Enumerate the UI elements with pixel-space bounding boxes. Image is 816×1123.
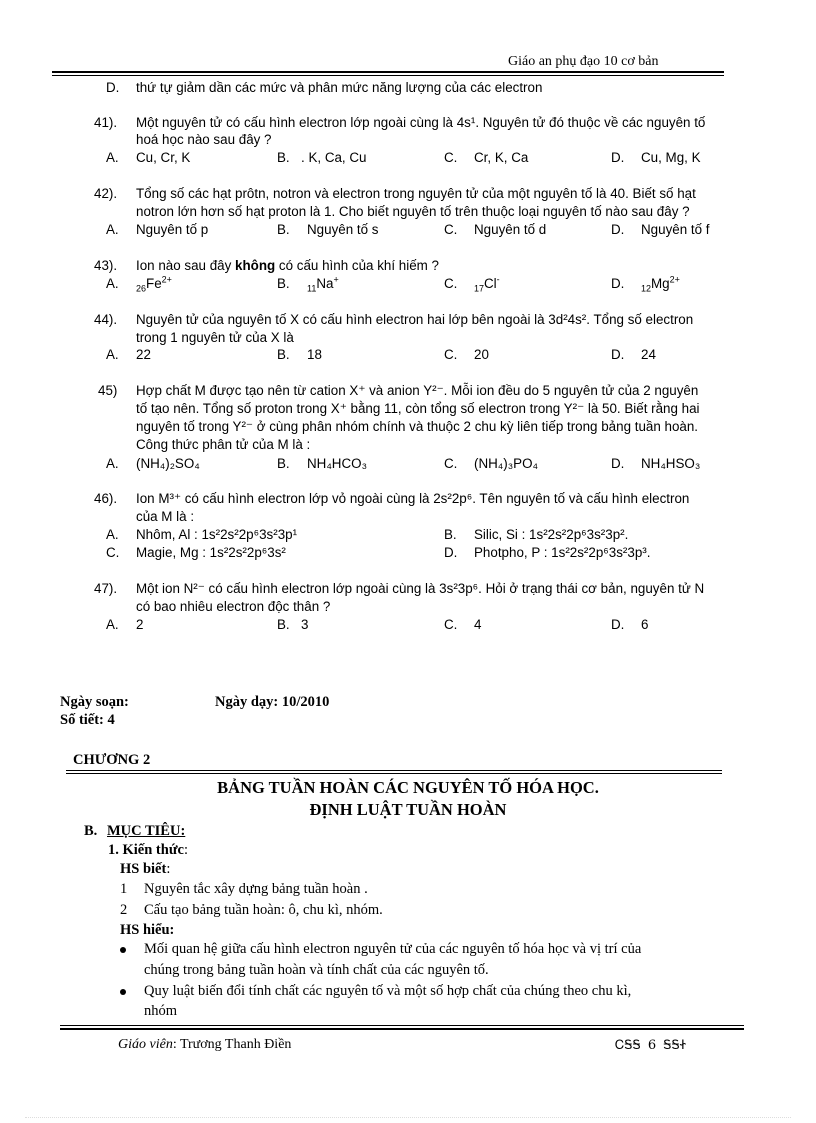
hieu-item-1-line2: chúng trong bảng tuần hoàn và tính chất của các nguyên tố. bbox=[144, 962, 489, 978]
option-d: D. $_{12}Mg^{2+}$ bbox=[611, 274, 680, 294]
chapter-rule-thin bbox=[66, 770, 722, 771]
page-number: 6 bbox=[647, 1038, 657, 1053]
option-b: B. 3 bbox=[277, 617, 309, 632]
bullet-icon bbox=[120, 989, 126, 995]
question-text-line: nguyên tố trong Y²⁻ ở cùng phân nhóm chính và thuộc 2 chu kỳ liên tiếp trong bảng tuần hoàn. bbox=[136, 419, 699, 434]
option-text: thứ tự giảm dần các mức và phân mức năng lượng của các electron bbox=[136, 80, 543, 95]
section-heading: MỤC TIÊU: bbox=[107, 823, 186, 839]
question-number: 46). bbox=[94, 491, 118, 506]
biet-item-1: 1 Nguyên tắc xây dựng bảng tuần hoàn . bbox=[120, 881, 368, 897]
bullet-icon bbox=[120, 947, 126, 953]
ornament-left-icon: ᏟᎦᎦ bbox=[615, 1038, 641, 1053]
option-d: D. Nguyên tố f bbox=[611, 222, 710, 237]
question-text-line: Công thức phân tử của M là : bbox=[136, 437, 311, 452]
hieu-item-2-line2: nhóm bbox=[144, 1003, 178, 1019]
so-tiet: Số tiết: 4 bbox=[60, 712, 115, 728]
question-number: 43). bbox=[94, 258, 118, 273]
option-d: D. 24 bbox=[611, 347, 656, 362]
option-b: B. Silic, Si : 1s²2s²2p⁶3s²3p². bbox=[444, 527, 629, 542]
question-number: 47). bbox=[94, 581, 118, 596]
question-text-line: Ion M³⁺ có cấu hình electron lớp vỏ ngoài cùng là 2s²2p⁶. Tên nguyên tố và cấu hình electron bbox=[136, 491, 690, 506]
option-letter: D. bbox=[106, 80, 120, 95]
chapter-label: CHƯƠNG 2 bbox=[73, 752, 151, 768]
section-letter: B. bbox=[84, 823, 98, 839]
option-a: A. Nhôm, Al : 1s²2s²2p⁶3s²3p¹ bbox=[106, 527, 298, 542]
question-text-line: của M là : bbox=[136, 509, 195, 524]
option-a: A. $_{26}Fe^{2+}$ bbox=[106, 274, 172, 294]
question-text-line: Nguyên tử của nguyên tố X có cấu hình electron hai lớp bên ngoài là 3d²4s². Tổng số electron bbox=[136, 312, 694, 327]
option-b: B. NH₄HCO₃ bbox=[277, 456, 368, 471]
ngay-day: Ngày dạy: 10/2010 bbox=[215, 694, 330, 710]
header-title: Giáo an phụ đạo 10 cơ bản bbox=[508, 54, 659, 69]
chapter-title-line2: ĐỊNH LUẬT TUẦN HOÀN bbox=[309, 800, 507, 819]
hieu-item-1-line1: Mối quan hệ giữa cấu hình electron nguyên tử của các nguyên tố hóa học và vị trí của bbox=[144, 941, 642, 957]
question-text-line: Tổng số các hạt prôtn, notron và electron trong nguyên tử của một nguyên tố là 40. Biết số hạt bbox=[136, 186, 696, 201]
header-rule-thick bbox=[52, 71, 724, 73]
question-text-line: Một nguyên tử có cấu hình electron lớp ngoài cùng là 4s¹. Nguyên tử đó thuộc về các nguyên tố bbox=[136, 115, 706, 130]
option-c: C. Cr, K, Ca bbox=[444, 150, 529, 165]
page-bottom-dotted bbox=[25, 1117, 791, 1118]
emphasis-khong: không bbox=[235, 258, 276, 273]
header-rule-thin bbox=[52, 75, 724, 76]
subsection-kien-thuc: 1. Kiến thức: bbox=[108, 842, 188, 858]
chapter-rule-thin-2 bbox=[66, 773, 722, 774]
option-b: B. 18 bbox=[277, 347, 322, 362]
option-d: D. 6 bbox=[611, 617, 649, 632]
question-number: 44). bbox=[94, 312, 118, 327]
option-c: C. Nguyên tố d bbox=[444, 222, 547, 237]
question-number: 42). bbox=[94, 186, 118, 201]
question-text-line: trong 1 nguyên tử của X là bbox=[136, 330, 294, 345]
ngay-soan: Ngày soạn: bbox=[60, 694, 129, 710]
biet-item-2: 2 Cấu tạo bảng tuần hoàn: ô, chu kì, nhóm. bbox=[120, 902, 383, 918]
question-text-line: notron lớn hơn số hạt proton là 1. Cho biết nguyên tố trên thuộc loại nguyên tố nào sau đây ? bbox=[136, 204, 690, 219]
option-a: A. 2 bbox=[106, 617, 144, 632]
question-text-line: hoá học nào sau đây ? bbox=[136, 132, 272, 147]
footer-teacher: Giáo viên: Trương Thanh Điền bbox=[118, 1037, 292, 1052]
option-d: D. Cu, Mg, K bbox=[611, 150, 701, 165]
option-a: A. 22 bbox=[106, 347, 151, 362]
option-a: A. Cu, Cr, K bbox=[106, 150, 191, 165]
option-d: D. NH₄HSO₃ bbox=[611, 456, 701, 471]
prev-option-d bbox=[106, 80, 543, 95]
hs-biet: HS biết: bbox=[120, 861, 171, 877]
footer-rule-thick bbox=[60, 1028, 744, 1030]
question-text-line: Hợp chất M được tạo nên từ cation X⁺ và anion Y²⁻. Mỗi ion đều do 5 nguyên tử của 2 nguyên bbox=[136, 383, 699, 398]
footer-rule-thin bbox=[60, 1025, 744, 1026]
question-text-line: Một ion N²⁻ có cấu hình electron lớp ngoài cùng là 3s²3p⁶. Hỏi ở trạng thái cơ bản, nguyên tử N bbox=[136, 581, 705, 596]
option-c: C. $_{17}$Cl- bbox=[444, 274, 500, 294]
hieu-item-2-line1: Quy luật biến đổi tính chất các nguyên tố và một số hợp chất của chúng theo chu kì, bbox=[144, 983, 632, 999]
option-b: B. $_{11}$Na+ bbox=[277, 274, 339, 294]
footer-page bbox=[615, 1038, 686, 1053]
ornament-right-icon: ᎦᎦᏐ bbox=[663, 1038, 687, 1053]
hs-hieu: HS hiểu: bbox=[120, 922, 175, 938]
option-c: C. Magie, Mg : 1s²2s²2p⁶3s² bbox=[106, 545, 286, 560]
question-text-line: có bao nhiêu electron độc thân ? bbox=[136, 599, 331, 614]
option-d: D. Photpho, P : 1s²2s²2p⁶3s²3p³. bbox=[444, 545, 651, 560]
question-number: 41). bbox=[94, 115, 118, 130]
option-c: C. (NH₄)₃PO₄ bbox=[444, 456, 538, 471]
question-number: 45) bbox=[98, 383, 118, 398]
option-a: A. (NH₄)₂SO₄ bbox=[106, 456, 200, 471]
chapter-title-line1: BẢNG TUẦN HOÀN CÁC NGUYÊN TỐ HÓA HỌC. bbox=[217, 778, 599, 797]
option-a: A. Nguyên tố p bbox=[106, 222, 209, 237]
option-b: B. . K, Ca, Cu bbox=[277, 150, 367, 165]
option-c: C. 4 bbox=[444, 617, 482, 632]
question-text-line: tố tạo nên. Tổng số proton trong X⁺ bằng 11, còn tổng số electron trong Y²⁻ là 50. Biết rằng hai bbox=[136, 401, 700, 416]
question-text-line: Ion nào sau đây không có cấu hình của khí hiếm ? bbox=[136, 258, 439, 273]
option-b: B. Nguyên tố s bbox=[277, 222, 379, 237]
option-c: C. 20 bbox=[444, 347, 489, 362]
